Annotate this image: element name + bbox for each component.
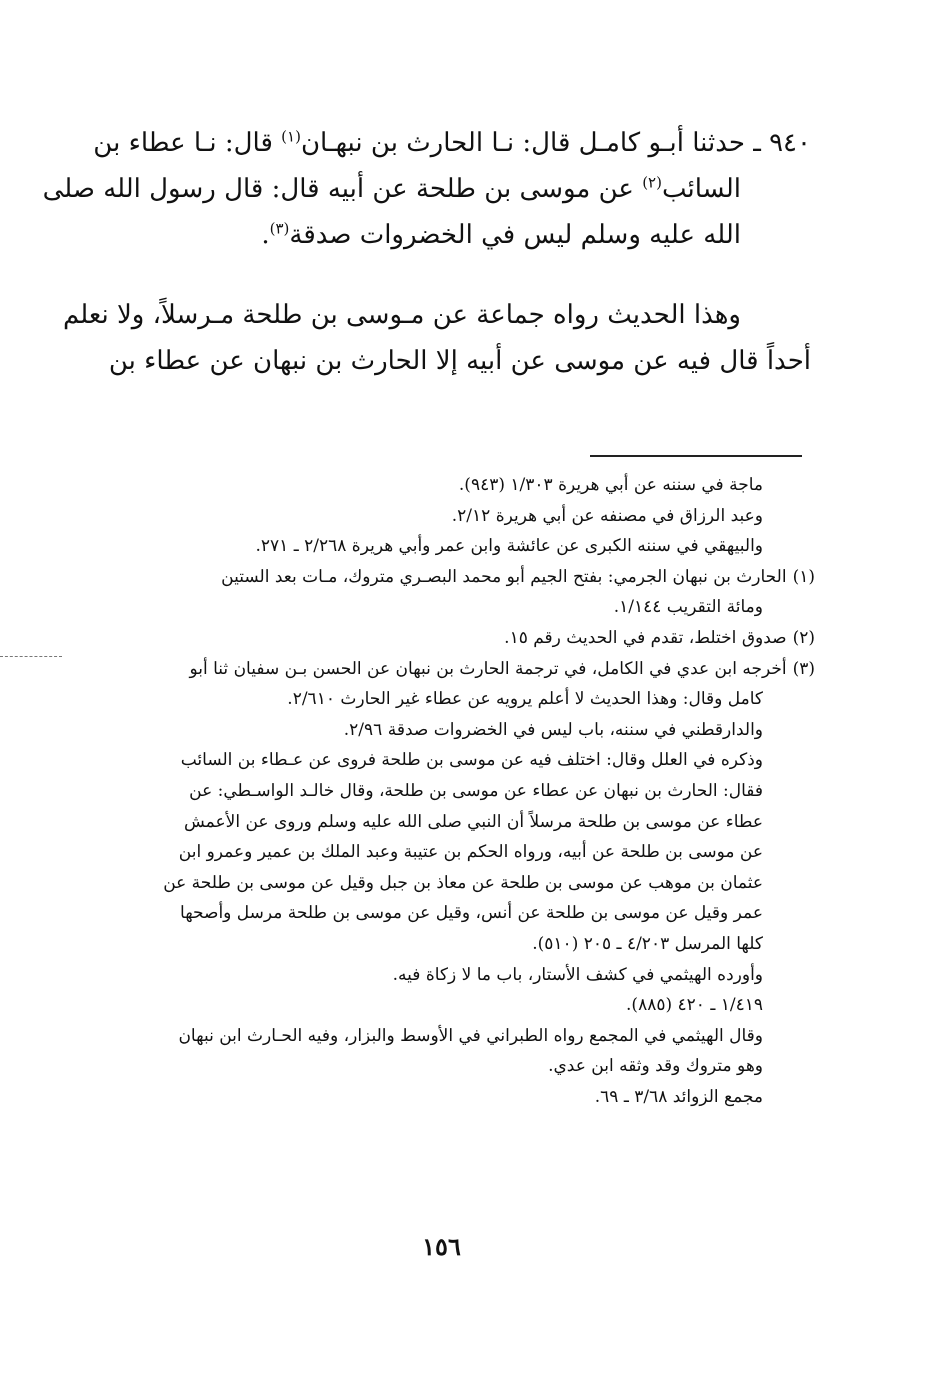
footnote-line: ومائة التقريب ١/١٤٤. <box>613 597 763 618</box>
commentary-line-1: وهذا الحديث رواه جماعة عن مـوسى بن طلحة مـرسلاً، ولا نعلم <box>62 300 741 330</box>
footnote-line: صدوق اختلط، تقدم في الحديث رقم ١٥. <box>504 627 787 648</box>
footnotes <box>115 470 815 1112</box>
text-segment: ٩٤٠ ـ حدثنا أبـو كامـل قال: نـا الحارث بن نبهـان <box>300 128 811 158</box>
footnote-line: عثمان بن موهب عن موسى بن طلحة عن معاذ بن جبل وقيل عن موسى بن طلحة عن <box>163 872 763 893</box>
text-segment: الله عليه وسلم ليس في الخضروات صدقة <box>289 220 741 250</box>
footnote-marker-3: (٣) <box>269 219 290 238</box>
footnote-number: (١) <box>792 566 815 587</box>
hadith-line-3 <box>131 212 811 258</box>
footnote-2 <box>115 623 815 654</box>
footnote-line: عطاء عن موسى بن طلحة مرسلاً أن النبي صلى الله عليه وسلم وروى عن الأعمش <box>183 811 763 832</box>
footnote-marker-1: (١) <box>281 127 301 146</box>
footnote-line: وذكره في العلل وقال: اختلف فيه عن موسى بن طلحة فروى عن عـطاء بن السائب <box>180 750 763 771</box>
footnote-line: عمر وقيل عن موسى بن طلحة عن أنس، وقيل عن موسى بن طلحة مرسل وأصحها <box>180 903 763 924</box>
footnote-line: وقال الهيثمي في المجمع رواه الطبراني في الأوسط والبزار، وفيه الحـارث ابن نبهان <box>178 1025 763 1046</box>
footnote-line: عن موسى بن طلحة عن أبيه، ورواه الحكم بن عتيبة وعبد الملك بن عمير وعمرو ابن <box>178 842 763 863</box>
footnote-line: فقال: الحارث بن نبهان عن عطاء عن موسى بن طلحة، وقال خالـد الواسـطي: عن <box>189 780 763 801</box>
text-segment: السائب <box>661 174 741 204</box>
footnote-continuation-line: ماجة في سننه عن أبي هريرة ١/٣٠٣ (٩٤٣). <box>458 475 763 495</box>
footnote-number: (٣) <box>792 658 815 679</box>
page-number: ١٥٦ <box>422 1232 461 1261</box>
hadith-text <box>42 120 811 384</box>
footnote-line: وهو متروك وقد وثقه ابن عدي. <box>548 1056 763 1077</box>
footnote-line: والدارقطني في سننه، باب ليس في الخضروات صدقة ٢/٩٦. <box>343 719 763 740</box>
text-segment: . <box>261 220 270 250</box>
footnote-continuation-line: والبيهقي في سننه الكبرى عن عائشة وابن عمر وأبي هريرة ٢/٢٦٨ ـ ٢٧١. <box>255 536 763 557</box>
footnote-line: كامل وقال: وهذا الحديث لا أعلم يرويه عن عطاء غير الحارث ٢/٦١٠. <box>287 689 763 710</box>
footnote-line: ١/٤١٩ ـ ٤٢٠ (٨٨٥). <box>626 995 763 1016</box>
footnote-1 <box>115 562 815 593</box>
hadith-line-2 <box>42 166 811 212</box>
footnote-line: كلها المرسل ٤/٢٠٣ ـ ٢٠٥ (٥١٠). <box>532 933 763 954</box>
footnote-line: الحارث بن نبهان الجرمي: بفتح الجيم أبو محمد البصـري متروك، مـات بعد الستين <box>221 566 787 587</box>
footnote-line: مجمع الزوائد ٣/٦٨ ـ ٦٩. <box>594 1086 763 1107</box>
hadith-line-1 <box>93 120 811 166</box>
footnote-separator <box>590 455 802 457</box>
footnote-line: وأورده الهيثمي في كشف الأستار، باب ما لا زكاة فيه. <box>392 964 763 985</box>
footnote-number: (٢) <box>792 627 815 648</box>
text-segment: قال: نـا عطاء بن <box>93 128 282 158</box>
footnote-marker-2: (٢) <box>642 173 662 192</box>
footnote-continuation-line: وعبد الرزاق في مصنفه عن أبي هريرة ٢/١٢. <box>451 505 763 526</box>
footnote-3 <box>115 654 815 685</box>
footnote-line: أخرجه ابن عدي في الكامل، في ترجمة الحارث بن نبهان عن الحسن بـن سفيان ثنا أبو <box>189 658 787 679</box>
commentary-line-2: أحداً قال فيه عن موسى عن أبيه إلا الحارث بن نبهان عن عطاء بن <box>108 346 811 376</box>
margin-dash-mark <box>0 656 62 657</box>
text-segment: عن موسى بن طلحة عن أبيه قال: قال رسول الله صلى <box>42 174 643 204</box>
